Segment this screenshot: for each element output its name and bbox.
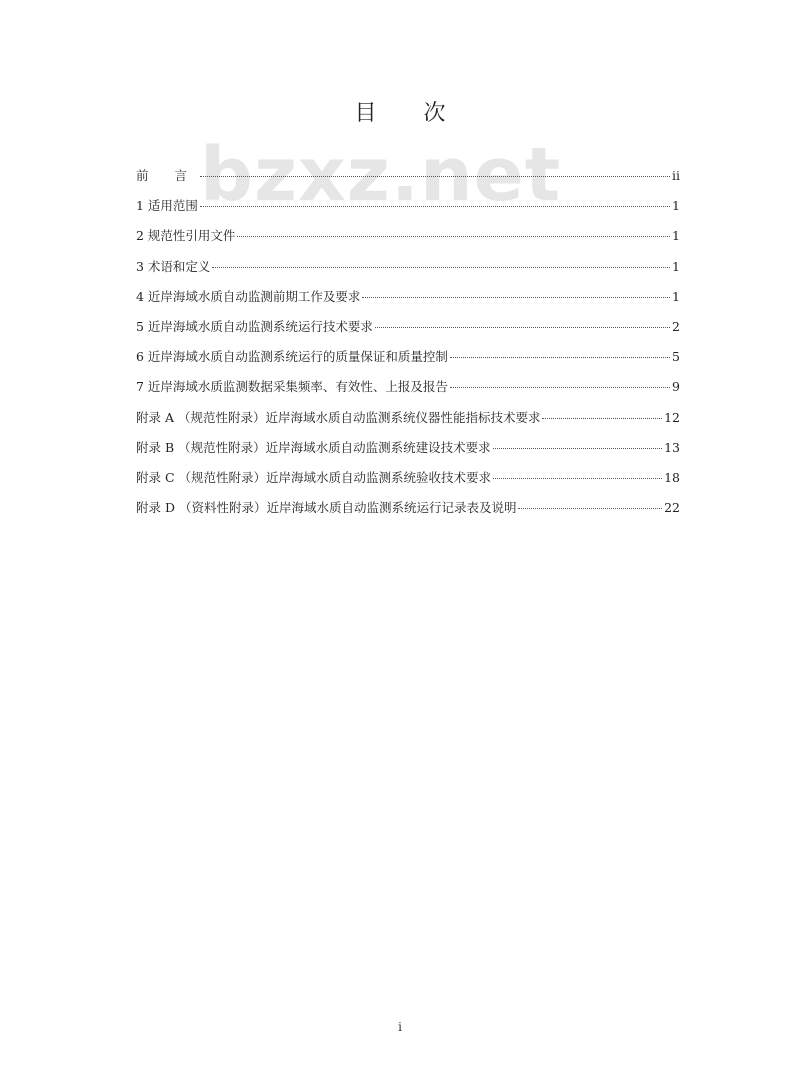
toc-entry-page: 2 <box>672 318 680 334</box>
toc-entry-label: 附录 A （规范性附录）近岸海域水质自动监测系统仪器性能指标技术要求 <box>136 409 541 425</box>
toc-entry-label: 前 言 <box>136 168 198 183</box>
toc-entry-page: 9 <box>672 379 680 395</box>
toc-dot-leader <box>200 206 670 207</box>
toc-entry-2[interactable] <box>136 226 680 256</box>
toc-entry-page: 1 <box>672 228 680 244</box>
toc-entry-label: 7 近岸海域水质监测数据采集频率、有效性、上报及报告 <box>136 379 448 395</box>
toc-dot-leader <box>493 448 662 449</box>
toc-entry-6[interactable] <box>136 347 680 377</box>
toc-entry-appendix-d[interactable] <box>136 498 680 528</box>
toc-dot-leader <box>362 297 670 298</box>
toc-entry-page: 5 <box>672 349 680 365</box>
toc-entry-label: 5 近岸海域水质自动监测系统运行技术要求 <box>136 318 373 334</box>
toc-entry-foreword[interactable] <box>136 166 680 196</box>
toc-entry-page: 13 <box>664 439 680 455</box>
toc-entry-label: 附录 D （资料性附录）近岸海域水质自动监测系统运行记录表及说明 <box>136 500 517 516</box>
toc-entry-label: 4 近岸海域水质自动监测前期工作及要求 <box>136 288 361 304</box>
watermark: bzxz.net <box>200 132 562 218</box>
toc-entry-page: 1 <box>672 258 680 274</box>
toc-entry-page: 22 <box>664 500 680 516</box>
toc-entry-appendix-a[interactable] <box>136 408 680 438</box>
toc-entry-4[interactable] <box>136 287 680 317</box>
toc-dot-leader <box>450 357 670 358</box>
toc-dot-leader <box>200 176 670 177</box>
toc-entry-1[interactable] <box>136 196 680 226</box>
toc-entry-appendix-c[interactable] <box>136 468 680 498</box>
toc-dot-leader <box>237 236 670 237</box>
toc-dot-leader <box>518 508 662 509</box>
toc-entry-appendix-b[interactable] <box>136 438 680 468</box>
toc-entry-3[interactable] <box>136 257 680 287</box>
toc-entry-page: 18 <box>664 469 680 485</box>
page-title: 目 次 <box>354 101 466 126</box>
toc-entry-label: 附录 B （规范性附录）近岸海域水质自动监测系统建设技术要求 <box>136 439 491 455</box>
toc-entry-page: ii <box>672 168 680 183</box>
toc-entry-label: 附录 C （规范性附录）近岸海域水质自动监测系统验收技术要求 <box>136 469 492 485</box>
toc-entry-5[interactable] <box>136 317 680 347</box>
toc-dot-leader <box>493 478 662 479</box>
toc-dot-leader <box>375 327 670 328</box>
table-of-contents <box>136 166 680 528</box>
toc-entry-page: 1 <box>672 198 680 214</box>
toc-entry-label: 3 术语和定义 <box>136 258 211 274</box>
toc-dot-leader <box>542 418 662 419</box>
toc-dot-leader <box>212 267 670 268</box>
toc-entry-label: 6 近岸海域水质自动监测系统运行的质量保证和质量控制 <box>136 349 448 365</box>
toc-dot-leader <box>450 387 670 388</box>
toc-entry-label: 1 适用范围 <box>136 198 198 214</box>
toc-entry-7[interactable] <box>136 377 680 407</box>
toc-entry-page: 12 <box>664 409 680 425</box>
toc-entry-label: 2 规范性引用文件 <box>136 228 236 244</box>
page-number: i <box>398 1020 402 1034</box>
toc-entry-page: 1 <box>672 288 680 304</box>
